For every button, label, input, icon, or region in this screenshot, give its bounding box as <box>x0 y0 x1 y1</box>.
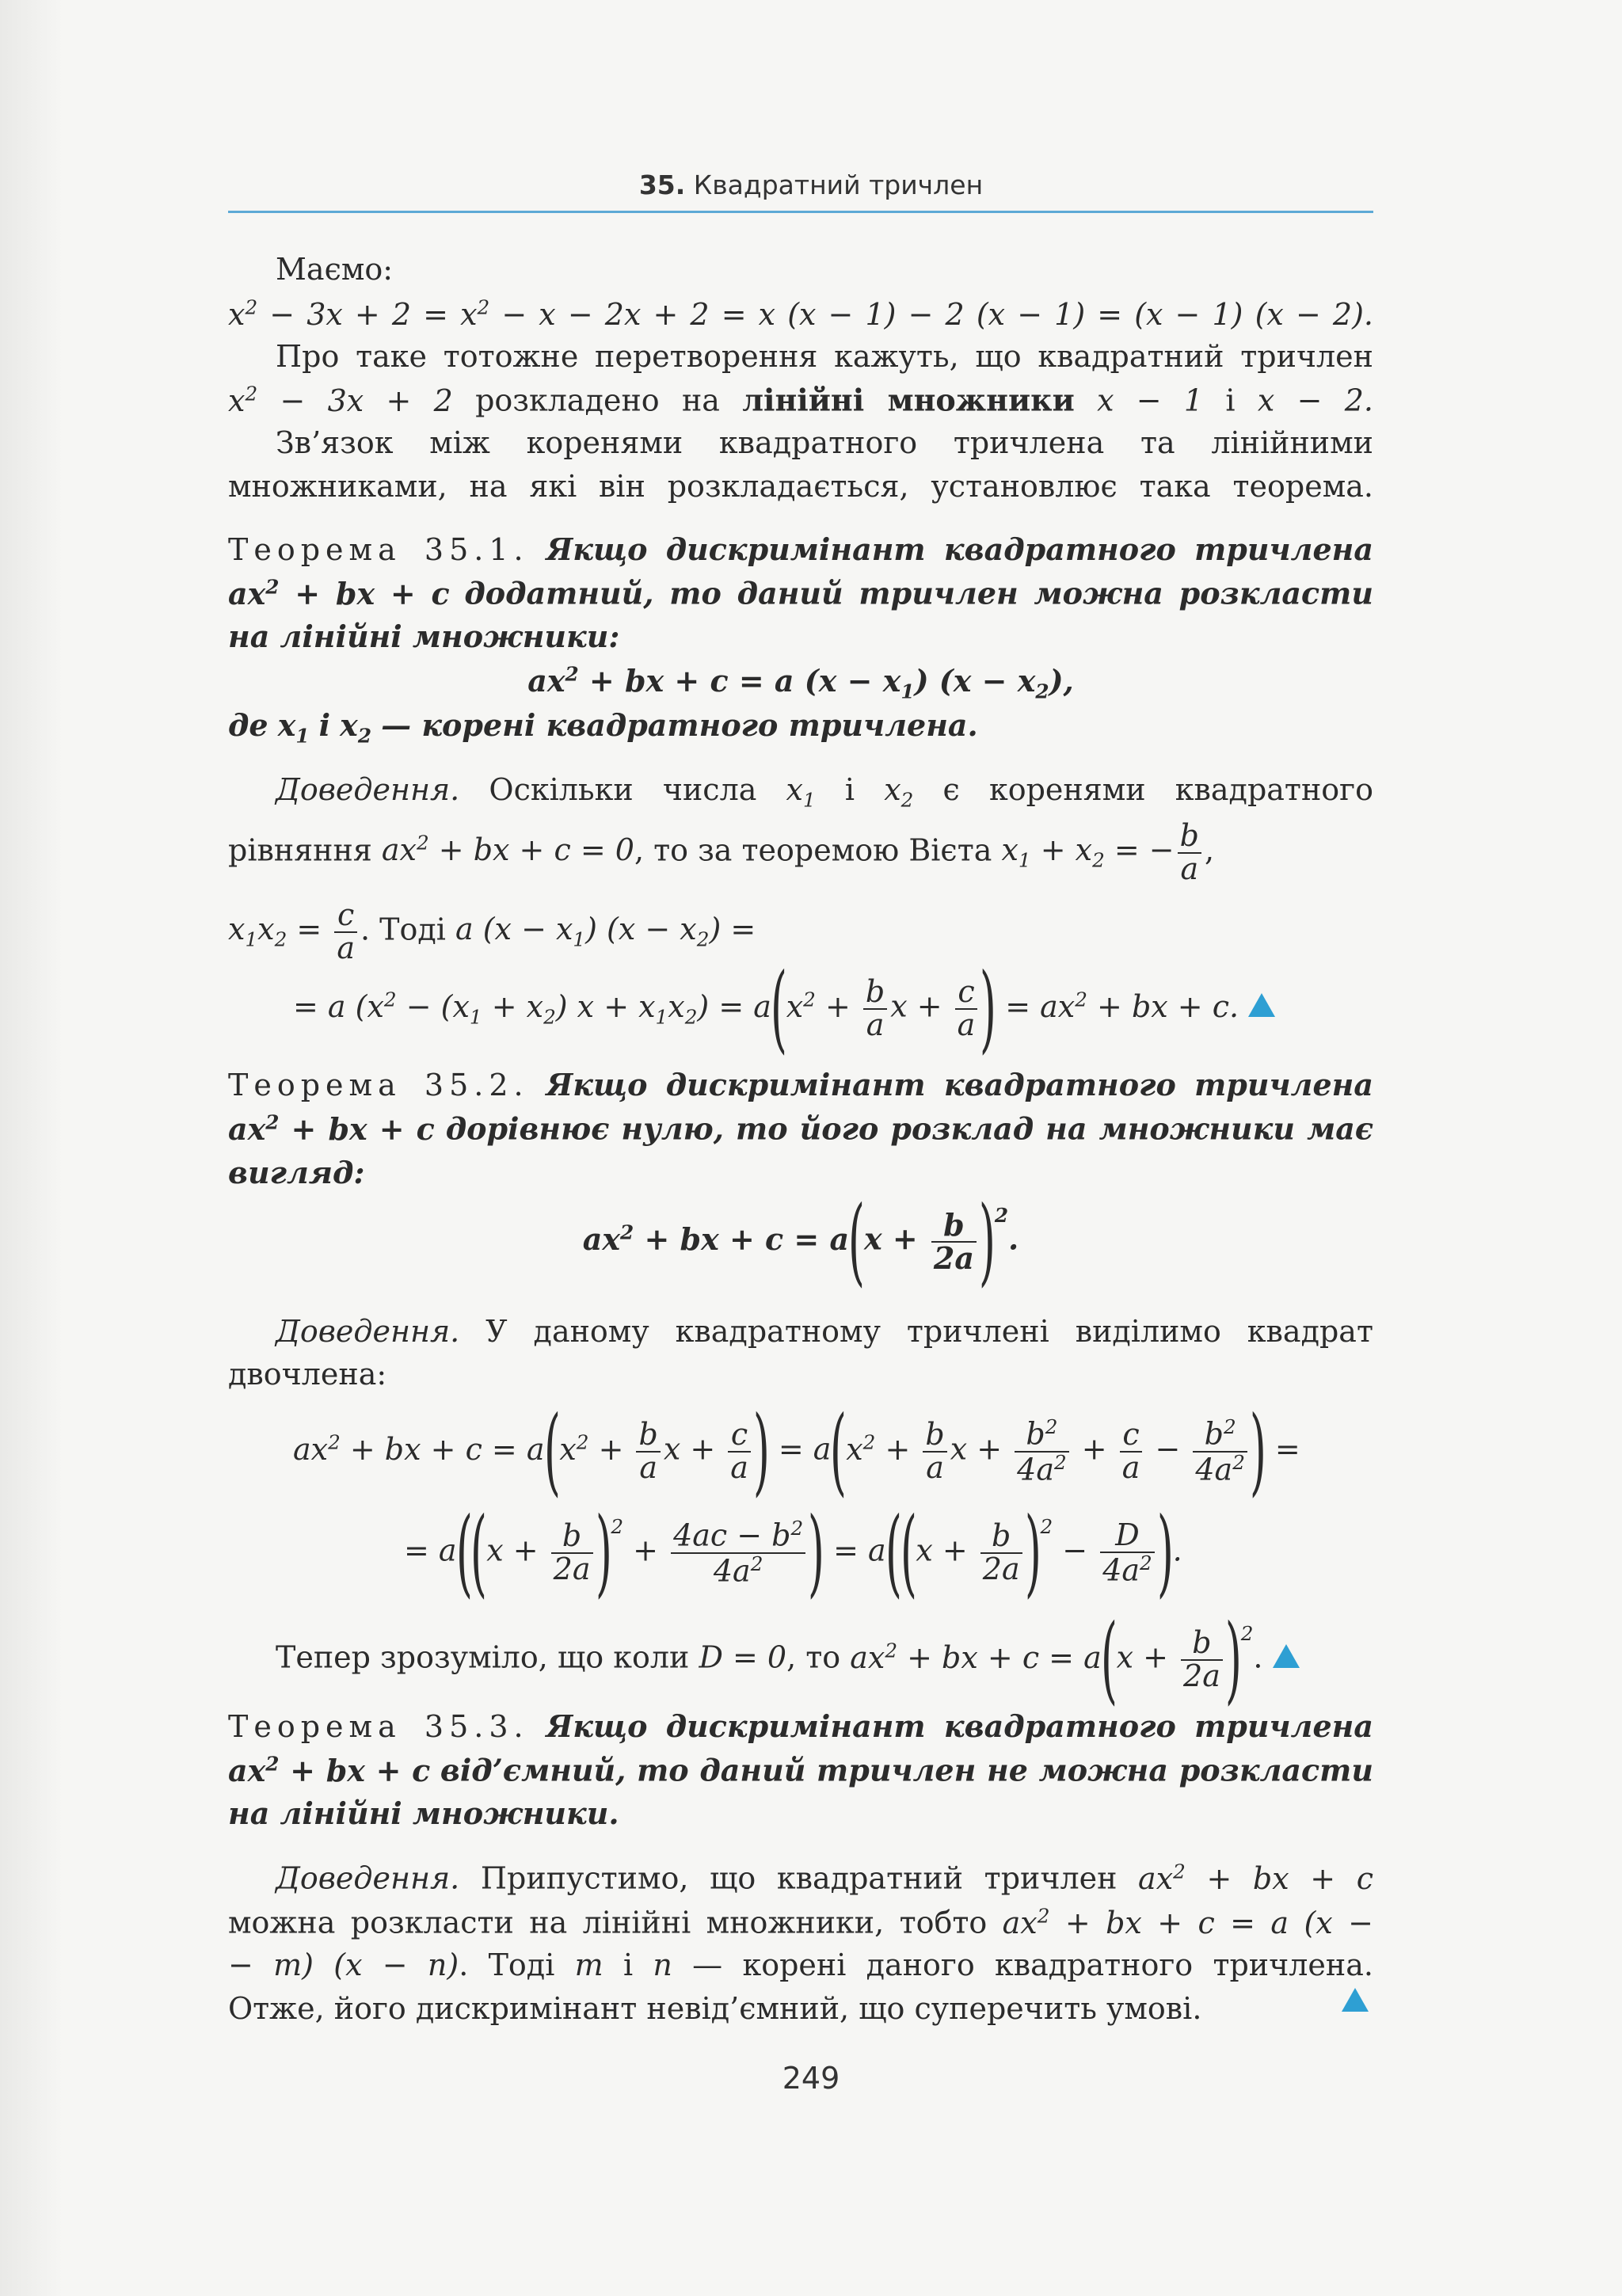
paragraph-line: множниками, на які він розкладається, установлює така теорема. <box>228 469 1373 504</box>
proof-line: = a $(x^2 - (x_1 + x_2) x + x_1x_2) = a(x^2$ + $\frac{b}{a}$ x + $\frac{c}{a}$ ) = $ax^2$ + bx + c. <box>293 971 1438 1047</box>
proof-line: рівняння $ax^2$ + bx + c = 0, то за теоремою Вієта $x_1 + x_2$ = − $\frac{b}{a}$ , <box>228 818 1215 886</box>
proof-label: Доведення. <box>276 1860 460 1896</box>
formula-line: $ax^2$ + bx + $c = a(x^2$ + $\frac{b}{a}$ x + $\frac{c}{a}$ ) = $a(x^2$ + $\frac{b}{a}$ x + $\frac{b^2}{4a^2}$ + $\frac{c}{a}$ − $\frac{b^2}{4a^2}$ ) = <box>293 1396 1300 1506</box>
paragraph-line: Маємо: <box>276 252 394 287</box>
proof-2: Доведення. У даному квадратному тричлені виділимо квадрат <box>276 1314 1373 1349</box>
theorem-line: $ax^2$ + bx + c дорівнює нулю, то його розклад на множники має <box>228 1110 1373 1147</box>
paragraph-line: $x^2 - 3x + 2$ розкладено на лінійні множники x − 1 і x − 2. <box>228 382 1373 418</box>
proof-line: двочлена: <box>228 1357 387 1392</box>
paragraph-line: Зв’язок між коренями квадратного тричлена та лінійними <box>276 425 1373 460</box>
proof-line: можна розкласти на лінійні множники, тобто $ax^2$ + bx + c = a (x − <box>228 1904 1373 1940</box>
proof-line: Отже, його дискримінант невід’ємний, що суперечить умові. <box>228 1991 1202 2026</box>
term-linear-factors: лінійні множники <box>742 382 1075 418</box>
page-number: 249 <box>782 2061 840 2096</box>
proof-3: Доведення. Припустимо, що квадратний тричлен $ax^2$ + bx + c <box>276 1860 1373 1896</box>
theorem-label: Теорема 35.3. <box>228 1709 529 1744</box>
theorem-line: $ax^2$ + bx + c від’ємний, то даний тричлен не можна розкласти <box>228 1752 1373 1788</box>
proof-label: Доведення. <box>276 1314 460 1349</box>
paragraph-line: Про таке тотожне перетворення кажуть, що квадратний тричлен <box>276 339 1373 374</box>
math-line <box>228 295 1373 333</box>
theorem-line: на лінійні множники. <box>228 1795 619 1831</box>
end-of-proof-icon <box>1273 1644 1300 1668</box>
theorem-label: Теорема 35.2. <box>228 1068 529 1102</box>
theorem-line: $ax^2$ + bx + c додатний, то даний тричлен можна розкласти <box>228 575 1373 611</box>
theorem-3: Теорема 35.3. Якщо дискримінант квадратного тричлена <box>228 1708 1373 1744</box>
formula-line: = a((x + $\frac{b}{2a}$ )$^2$ + $\frac{4ac - b^2}{4a^2}$ ) = a((x + $\frac{b}{2a}$ )$^2$ − $\frac{D}{4a^2}$ ). <box>404 1498 1182 1608</box>
section-header <box>0 169 1622 200</box>
page-edge-shadow <box>0 0 63 2296</box>
theorem-label: Теорема 35.1. <box>228 532 529 567</box>
theorem-line: де $x_1$ і $x_2$ — корені квадратного тричлена. <box>228 707 978 748</box>
proof-line: Тепер зрозуміло, що коли D = 0, то $ax^2$ + bx + c = a(x + $\frac{b}{2a}$ )$^2$. <box>276 1622 1421 1698</box>
theorem-formula: $ax^2$ + bx + c = a(x + $\frac{b}{2a}$ )$^2$. <box>582 1186 1019 1296</box>
theorem-1: Теорема 35.1. Якщо дискримінант квадратного тричлена <box>228 531 1373 567</box>
header-rule <box>228 211 1373 213</box>
theorem-formula: $ax^2$ + bx + c = a $(x - x_1)$ $(x - x_2)$, <box>527 662 1074 703</box>
theorem-line: на лінійні множники: <box>228 619 620 654</box>
theorem-line: вигляд: <box>228 1155 365 1190</box>
end-of-proof-icon <box>1342 1988 1369 2012</box>
end-of-proof-icon <box>1248 993 1275 1017</box>
theorem-2: Теорема 35.2. Якщо дискримінант квадратного тричлена <box>228 1067 1373 1102</box>
proof-line: − m) (x − n). Тоді m і n — корені даного квадратного тричлена. <box>228 1948 1373 1982</box>
section-title: Квадратний тричлен <box>693 169 984 200</box>
proof-1: Доведення. Оскільки числа $x_1$ і $x_2$ є коренями квадратного <box>276 772 1373 812</box>
section-number: 35. <box>638 169 686 200</box>
proof-line: $x_1x_2$ = $\frac{c}{a}$ . Тоді a $(x - x_1)$ $(x - x_2)$ = <box>228 897 756 965</box>
proof-label: Доведення. <box>276 772 460 807</box>
formula: $x^2 - 3x + 2 = x^2 - x - 2x + 2 = x$ (x − 1) − 2 (x − 1) = (x − 1) (x − 2). <box>228 295 1373 332</box>
